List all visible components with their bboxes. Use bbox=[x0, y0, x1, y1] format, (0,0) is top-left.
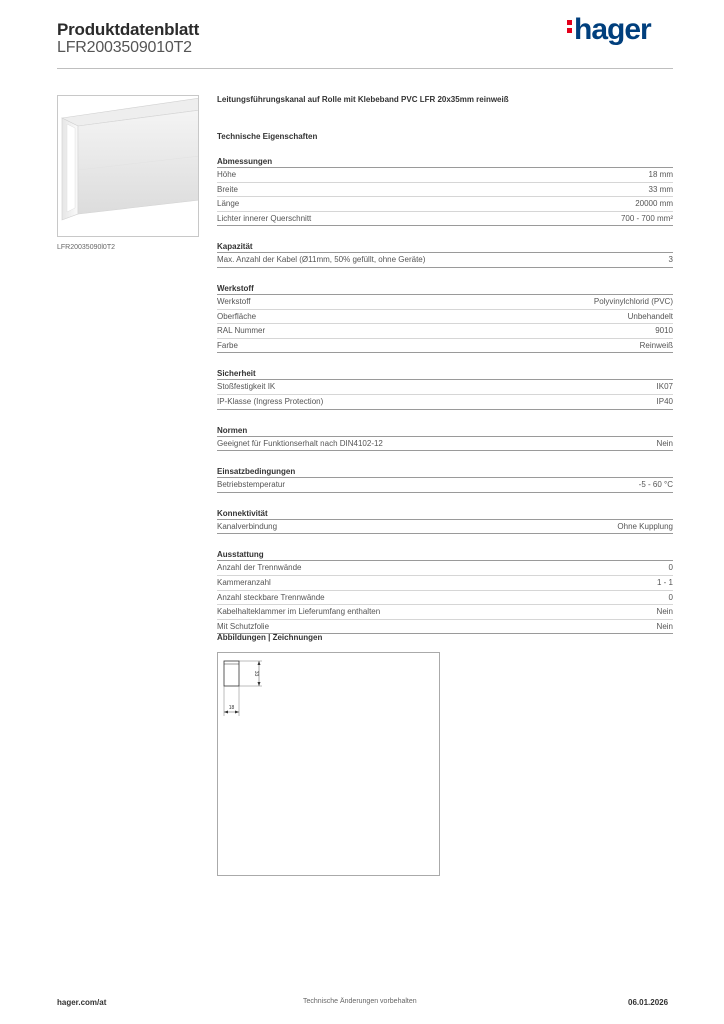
group-rows bbox=[217, 380, 673, 409]
product-details bbox=[217, 95, 673, 634]
property-row bbox=[217, 183, 673, 198]
property-value: 0 bbox=[668, 563, 673, 573]
footer-website-link[interactable]: hager.com/at bbox=[57, 998, 107, 1007]
property-label: Oberfläche bbox=[217, 311, 257, 321]
property-group bbox=[217, 369, 673, 409]
hager-logo[interactable] bbox=[567, 13, 651, 47]
footer-notice: Technische Änderungen vorbehalten bbox=[303, 998, 417, 1005]
group-rows bbox=[217, 253, 673, 268]
group-title: Sicherheit bbox=[217, 369, 673, 380]
property-row bbox=[217, 295, 673, 310]
property-value: 9010 bbox=[655, 326, 673, 336]
photo-caption: LFR20035090l0T2 bbox=[57, 244, 115, 251]
property-label: Kabelhalteklammer im Lieferumfang enthalten bbox=[217, 607, 381, 617]
property-value: Reinweiß bbox=[639, 340, 673, 350]
property-label: Betriebstemperatur bbox=[217, 480, 286, 490]
property-label: Farbe bbox=[217, 340, 238, 350]
property-row bbox=[217, 576, 673, 591]
group-title: Abmessungen bbox=[217, 157, 673, 168]
property-value: 0 bbox=[668, 592, 673, 602]
cable-duct-illustration bbox=[58, 96, 199, 237]
dim-height-label: 33 bbox=[253, 670, 259, 677]
group-title: Ausstattung bbox=[217, 550, 673, 561]
property-group bbox=[217, 509, 673, 535]
property-label: Mit Schutzfolie bbox=[217, 621, 270, 631]
property-label: Max. Anzahl der Kabel (Ø11mm, 50% gefüllt, ohne Geräte) bbox=[217, 255, 426, 265]
property-value: 3 bbox=[668, 255, 673, 265]
property-row bbox=[217, 380, 673, 395]
property-label: Werkstoff bbox=[217, 296, 251, 306]
header-divider bbox=[57, 68, 673, 69]
property-value: IP40 bbox=[656, 396, 673, 406]
group-rows bbox=[217, 561, 673, 634]
property-value: Nein bbox=[656, 607, 673, 617]
page-title: Produktdatenblatt bbox=[57, 20, 200, 39]
group-rows bbox=[217, 295, 673, 353]
property-value: Polyvinylchlorid (PVC) bbox=[593, 296, 673, 306]
section-technical-properties: Technische Eigenschaften bbox=[217, 132, 318, 141]
group-title: Konnektivität bbox=[217, 509, 673, 520]
property-row bbox=[217, 478, 673, 493]
property-row bbox=[217, 324, 673, 339]
property-row bbox=[217, 339, 673, 354]
property-group bbox=[217, 550, 673, 634]
property-value: 33 mm bbox=[648, 184, 673, 194]
property-groups bbox=[217, 157, 673, 634]
property-label: Kanalverbindung bbox=[217, 521, 278, 531]
property-label: Länge bbox=[217, 199, 240, 209]
property-value: 18 mm bbox=[648, 170, 673, 179]
footer-date: 06.01.2026 bbox=[628, 998, 669, 1007]
property-row bbox=[217, 310, 673, 325]
product-photo bbox=[57, 95, 199, 237]
technical-drawing bbox=[217, 652, 440, 876]
property-value: -5 - 60 °C bbox=[638, 480, 673, 490]
property-value: Nein bbox=[656, 621, 673, 631]
dimension-drawing bbox=[218, 653, 441, 877]
property-value: 700 - 700 mm² bbox=[620, 213, 673, 223]
property-row bbox=[217, 197, 673, 212]
group-title: Normen bbox=[217, 426, 673, 437]
property-row bbox=[217, 591, 673, 606]
dim-width-label: 18 bbox=[228, 705, 235, 711]
property-value: 1 - 1 bbox=[656, 577, 673, 587]
property-row bbox=[217, 520, 673, 535]
property-label: Höhe bbox=[217, 170, 237, 179]
property-row bbox=[217, 253, 673, 268]
property-value: 20000 mm bbox=[635, 199, 673, 209]
property-value: Nein bbox=[656, 438, 673, 448]
group-rows bbox=[217, 168, 673, 226]
group-rows bbox=[217, 478, 673, 493]
group-rows bbox=[217, 520, 673, 535]
group-title: Werkstoff bbox=[217, 284, 673, 295]
logo-text: hager bbox=[574, 13, 651, 46]
property-row bbox=[217, 212, 673, 227]
group-rows bbox=[217, 437, 673, 452]
property-row bbox=[217, 168, 673, 183]
property-label: Geeignet für Funktionserhalt nach DIN4102-12 bbox=[217, 438, 383, 448]
property-label: Stoßfestigkeit IK bbox=[217, 382, 276, 392]
property-label: Anzahl steckbare Trennwände bbox=[217, 592, 325, 602]
product-description: Leitungsführungskanal auf Rolle mit Klebeband PVC LFR 20x35mm reinweiß bbox=[217, 95, 509, 104]
property-label: IP-Klasse (Ingress Protection) bbox=[217, 396, 324, 406]
property-row bbox=[217, 605, 673, 620]
property-group bbox=[217, 242, 673, 268]
property-value: Ohne Kupplung bbox=[617, 521, 673, 531]
property-row bbox=[217, 395, 673, 410]
logo-dots-icon bbox=[567, 17, 572, 36]
property-label: Breite bbox=[217, 184, 238, 194]
group-title: Kapazität bbox=[217, 242, 673, 253]
property-value: IK07 bbox=[656, 382, 673, 392]
property-label: Anzahl der Trennwände bbox=[217, 563, 302, 573]
property-label: Kammeranzahl bbox=[217, 577, 271, 587]
property-label: RAL Nummer bbox=[217, 326, 266, 336]
property-row bbox=[217, 561, 673, 576]
property-group bbox=[217, 157, 673, 226]
article-number: LFR2003509010T2 bbox=[57, 39, 192, 56]
property-group bbox=[217, 426, 673, 452]
property-group bbox=[217, 467, 673, 493]
property-row bbox=[217, 437, 673, 452]
figures-title: Abbildungen | Zeichnungen bbox=[217, 633, 323, 642]
property-value: Unbehandelt bbox=[627, 311, 673, 321]
property-label: Lichter innerer Querschnitt bbox=[217, 213, 312, 223]
property-group bbox=[217, 284, 673, 353]
group-title: Einsatzbedingungen bbox=[217, 467, 673, 478]
